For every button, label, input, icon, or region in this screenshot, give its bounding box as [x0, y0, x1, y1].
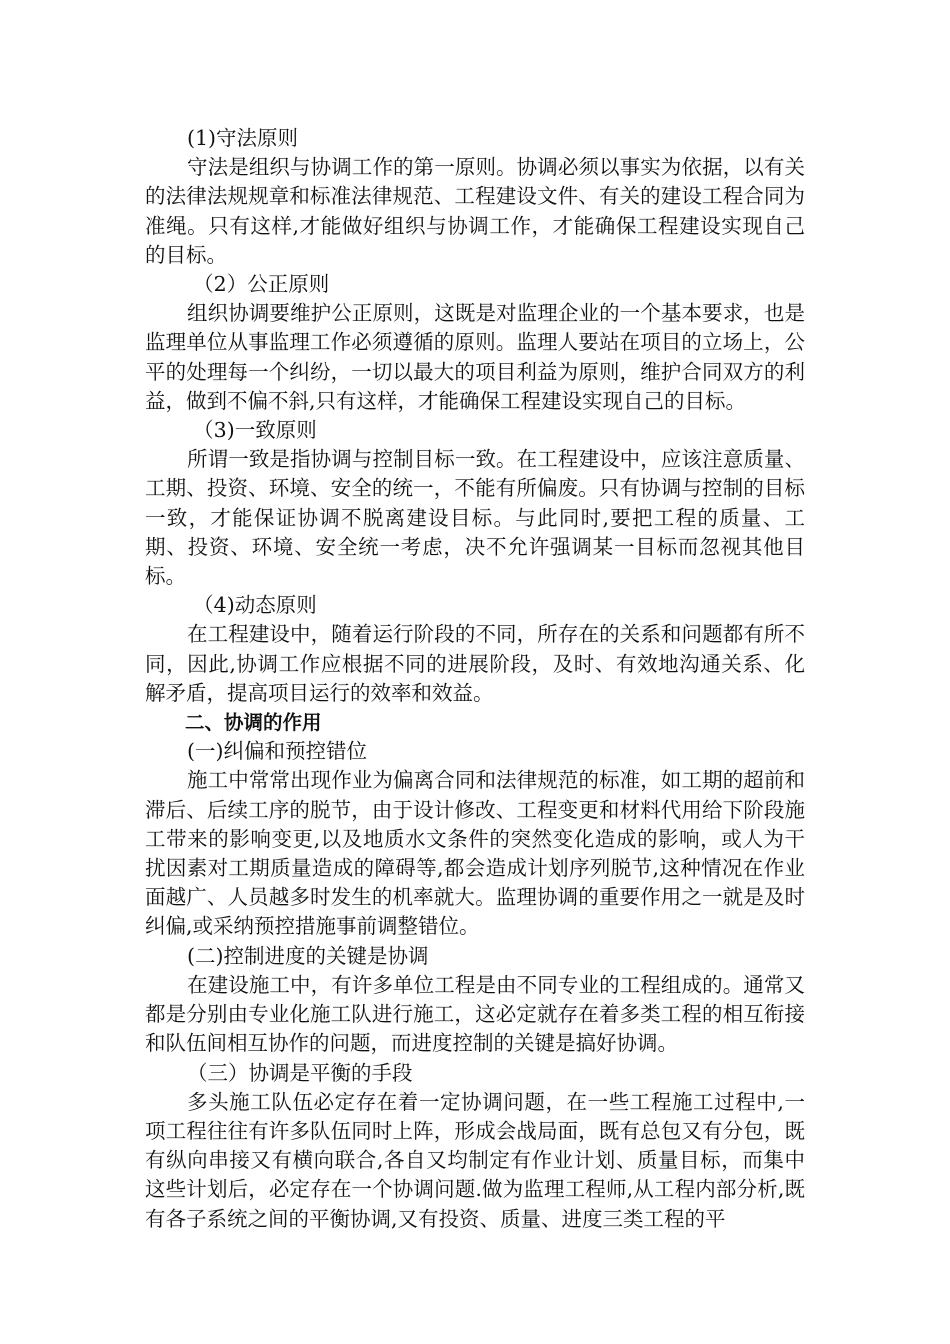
- section-heading-3: （3)一致原则: [193, 418, 317, 443]
- section-body-5: 施工中常常出现作业为偏离合同和法律规范的标准，如工期的超前和滞后、后续工序的脱节，由于设计修改、工程变更和材料代用给下阶段施工带来的影响变更,以及地质水文条件的突然变化造成的影响，或人为干扰因素对工期质量造成的障碍等,都会造成计划序列脱节,这种情况在作业面越广、人员越多时发生的机率就大。监理协调的重要作用之一就是及时纠偏,或采纳预控措施事前调整错位。: [145, 768, 805, 939]
- document-page: [145, 124, 805, 1234]
- section-heading-2: （2）公正原则: [193, 272, 330, 297]
- section-body-1: 守法是组织与协调工作的第一原则。协调必须以事实为依据，以有关的法律法规规章和标准法律规范、工程建设文件、有关的建设工程合同为准绳。只有这样,才能做好组织与协调工作，才能确保工程建设实现自己的目标。: [145, 155, 805, 267]
- section-heading-6: (二)控制进度的关键是协调: [187, 943, 429, 968]
- section-body-4: 在工程建设中，随着运行阶段的不同，所存在的关系和问题都有所不同，因此,协调工作应根据不同的进展阶段，及时、有效地沟通关系、化解矛盾，提高项目运行的效率和效益。: [145, 622, 805, 705]
- section-heading-5: (一)纠偏和预控错位: [187, 739, 368, 764]
- section-heading-7: （三）协调是平衡的手段: [187, 1060, 413, 1085]
- section-heading-4: （4)动态原则: [193, 593, 317, 618]
- chapter-heading: 二、协调的作用: [184, 711, 322, 735]
- section-body-6: 在建设施工中，有许多单位工程是由不同专业的工程组成的。通常又都是分别由专业化施工队进行施工，这必定就存在着多类工程的相互衔接和队伍间相互协作的问题，而进度控制的关键是搞好协调。: [145, 972, 805, 1056]
- section-body-3: 所谓一致是指协调与控制目标一致。在工程建设中，应该注意质量、工期、投资、环境、安全的统一，不能有所偏废。只有协调与控制的目标一致，才能保证协调不脱离建设目标。与此同时,要把工程的质量、工期、投资、环境、安全统一考虑，决不允许强调某一目标而忽视其他目标。: [145, 447, 805, 589]
- section-heading-1: (1)守法原则: [187, 126, 299, 150]
- section-body-7: 多头施工队伍必定存在着一定协调问题，在一些工程施工过程中,一项工程往往有许多队伍同时上阵，形成会战局面，既有总包又有分包，既有纵向串接又有横向联合,各自又均制定有作业计划、质量目标，而集中这些计划后，必定存在一个协调问题.做为监理工程师,从工程内部分析,既有各子系统之间的平衡协调,又有投资、质量、进度三类工程的平: [145, 1089, 805, 1231]
- section-body-2: 组织协调要维护公正原则，这既是对监理企业的一个基本要求，也是监理单位从事监理工作必须遵循的原则。监理人要站在项目的立场上，公平的处理每一个纠纷，一切以最大的项目利益为原则，维护合同双方的利益，做到不偏不斜,只有这样，才能确保工程建设实现自己的目标。: [145, 301, 805, 413]
